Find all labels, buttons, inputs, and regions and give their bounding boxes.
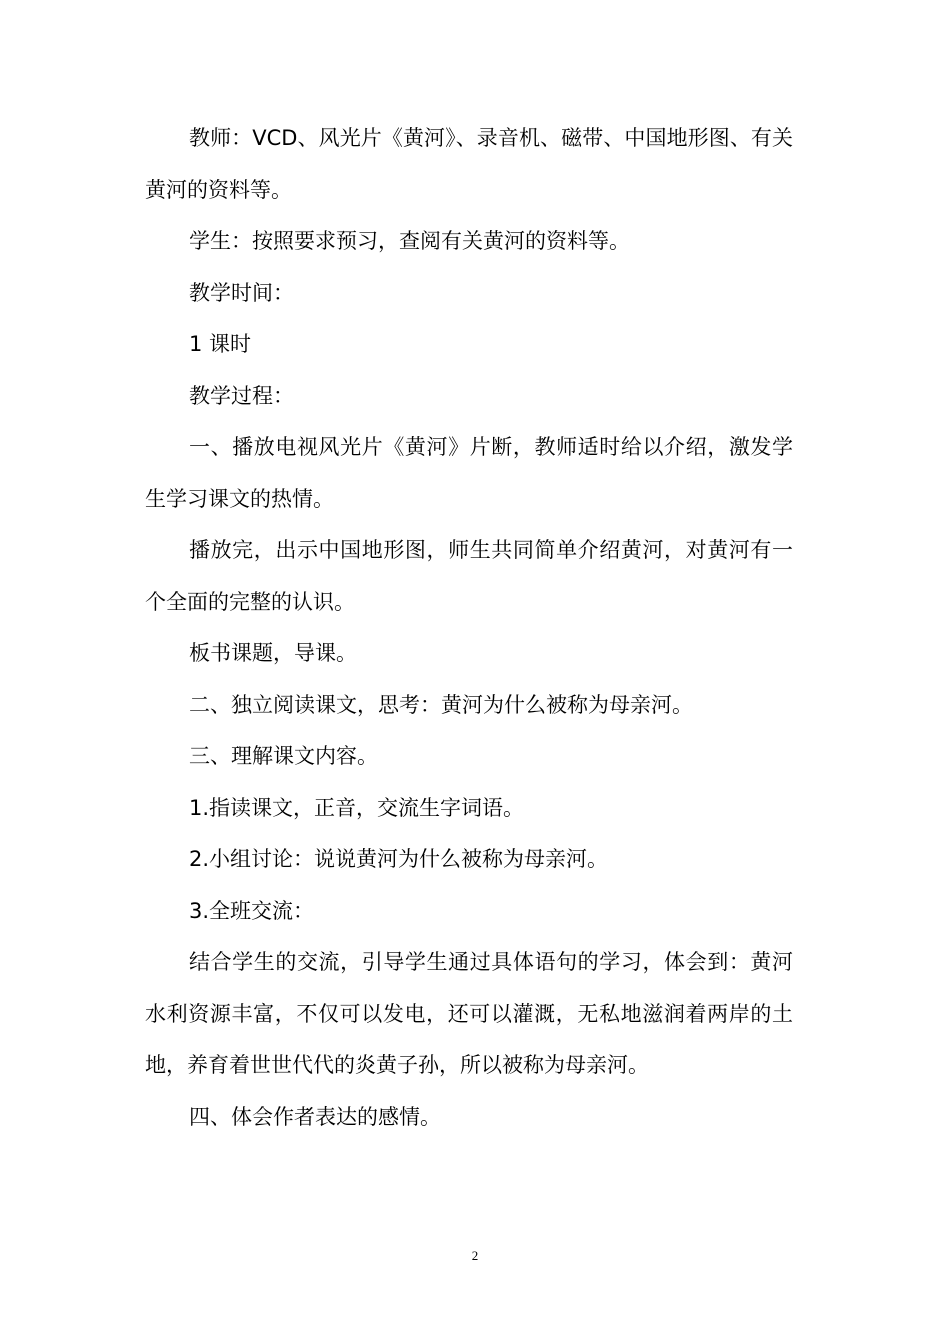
paragraph-substep-3: 3.全班交流： (189, 898, 315, 923)
paragraph-step-two: 二、独立阅读课文，思考：黄河为什么被称为母亲河。 (189, 692, 693, 717)
paragraph-step-four: 四、体会作者表达的感情。 (189, 1104, 441, 1129)
paragraph-step-one: 一、播放电视风光片《黄河》片断，教师适时给以介绍，激发学生学习课文的热情。 (145, 435, 793, 511)
page-number: 2 (471, 1248, 479, 1263)
paragraph-process-heading: 教学过程： (189, 383, 294, 408)
paragraph-blackboard: 板书课题，导课。 (189, 641, 357, 665)
paragraph-step-one-detail: 播放完，出示中国地形图，师生共同简单介绍黄河，对黄河有一个全面的完整的认识。 (145, 538, 793, 614)
paragraph-substep-1: 1.指读课文，正音，交流生字词语。 (189, 795, 525, 820)
paragraph-substep-2: 2.小组讨论：说说黄河为什么被称为母亲河。 (189, 847, 609, 871)
paragraph-materials-student: 学生：按照要求预习，查阅有关黄河的资料等。 (189, 229, 630, 253)
paragraph-time-heading: 教学时间： (189, 280, 294, 305)
paragraph-step-three: 三、理解课文内容。 (189, 744, 378, 768)
paragraph-time-value: 1 课时 (189, 332, 252, 356)
paragraph-materials-teacher: 教师：VCD、风光片《黄河》、录音机、磁带、中国地形图、有关黄河的资料等。 (145, 126, 793, 202)
paragraph-summary: 结合学生的交流，引导学生通过具体语句的学习，体会到：黄河水利资源丰富，不仅可以发电，还可以灌溉，无私地滋润着两岸的土地，养育着世世代代的炎黄子孙，所以被称为母亲河。 (145, 950, 793, 1077)
document-body (145, 113, 793, 1143)
